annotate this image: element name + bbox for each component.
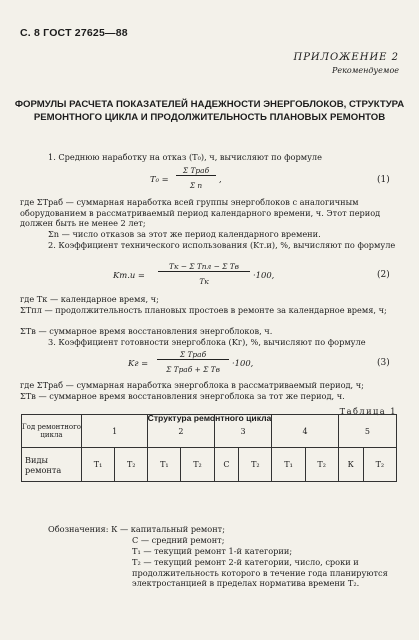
row-label-repair-type: Виды ремонта [22, 448, 82, 482]
formula-3-numerator: Σ Tраб [157, 350, 229, 360]
s3-intro: 3. Коэффициент готовности энергоблока (Kг), %, вычисляют по формуле [48, 337, 366, 347]
appendix-subtitle: Рекомендуемое [332, 66, 399, 75]
table-row-years [22, 415, 397, 448]
formula-1-numerator: Σ Tраб [176, 166, 216, 176]
table-row-repairs [22, 448, 397, 482]
formula-3-denominator: Σ Tраб + Σ Tв [166, 365, 220, 374]
formula-1-tail: , [219, 174, 222, 184]
s1-definition-b: Σn — число отказов за этот же период календарного времени. [48, 229, 321, 239]
section-heading: ФОРМУЛЫ РАСЧЕТА ПОКАЗАТЕЛЕЙ НАДЕЖНОСТИ ЭНЕРГОБЛОКОВ, СТРУКТУРА РЕМОНТНОГО ЦИКЛА И ПРОДОЛЖИТЕЛЬНОСТЬ ПЛАНОВЫХ РЕМОНТОВ [14, 99, 405, 123]
s2-intro: 2. Коэффициент технического использования (Kт.и), %, вычисляют по формуле [48, 240, 396, 250]
year-cell: 3 [214, 415, 272, 448]
repair-cell: T₂ [115, 448, 148, 482]
formula-2-numerator: Tк − Σ Tпл − Σ Tв [158, 262, 250, 272]
row-label-year: Год ремонтного цикла [22, 415, 82, 448]
formula-1-number: (1) [377, 175, 390, 185]
legend-c: С — средний ремонт; [132, 535, 225, 545]
year-cell: 5 [338, 415, 396, 448]
repair-cell: К [338, 448, 363, 482]
formula-2-denominator: Tк [199, 277, 209, 286]
formula-3-tail: ·100, [232, 358, 254, 368]
repair-cell: C [214, 448, 239, 482]
repair-cell: T₁ [82, 448, 115, 482]
year-cell: 4 [272, 415, 338, 448]
appendix-title: ПРИЛОЖЕНИЕ 2 [293, 52, 399, 63]
s3-definition-a: где ΣTраб — суммарная наработка энергоблока в рассматриваемый период, ч; [20, 380, 364, 390]
formula-1-lhs: T₀ = [150, 174, 169, 184]
repair-cycle-table [21, 414, 397, 482]
formula-3-lhs: Kг = [128, 358, 149, 368]
s2-definition-c: ΣTв — суммарное время восстановления энергоблоков, ч. [20, 326, 273, 336]
legend-intro: Обозначения: К — капитальный ремонт; [48, 524, 225, 534]
legend-t2: T₂ — текущий ремонт 2-й категории, число, сроки и продолжительность которого в течение года планируются электростанцией в пределах норматива времени T₂. [132, 557, 388, 588]
formula-2-lhs: Kт.и = [113, 270, 145, 280]
formula-1-denominator: Σ n [189, 181, 203, 190]
repair-cell: T₂ [181, 448, 214, 482]
s2-definition-a: где Tк — календарное время, ч; [20, 294, 159, 304]
s2-definition-b: ΣTпл — продолжительность плановых простоев в ремонте за календарное время, ч; [20, 305, 387, 315]
year-cell: 2 [148, 415, 214, 448]
page-header: С. 8 ГОСТ 27625—88 [20, 27, 128, 39]
s3-definition-b: ΣTв — суммарное время восстановления энергоблока за тот же период, ч. [20, 391, 345, 401]
repair-cell: T₁ [272, 448, 305, 482]
table-caption-text: Структура ремонтного цикла [147, 413, 272, 423]
repair-cell: T₂ [239, 448, 272, 482]
s1-intro: 1. Среднюю наработку на отказ (T₀), ч, вычисляют по формуле [48, 152, 322, 162]
formula-2-number: (2) [377, 270, 390, 280]
legend-t1: T₁ — текущий ремонт 1-й категории; [132, 546, 293, 556]
table-label: Таблица 1 [339, 406, 397, 416]
year-cell: 1 [82, 415, 148, 448]
repair-cell: T₂ [305, 448, 338, 482]
formula-3-number: (3) [377, 358, 390, 368]
s1-definition-a: где ΣTраб — суммарная наработка всей группы энергоблоков с аналогичным оборудованием в рассматриваемый период календарного времени, ч. Этот период должен быть не менее 2 лет; [20, 197, 381, 229]
repair-cell: T₂ [363, 448, 396, 482]
repair-cell: T₁ [148, 448, 181, 482]
formula-2-tail: ·100, [253, 270, 275, 280]
